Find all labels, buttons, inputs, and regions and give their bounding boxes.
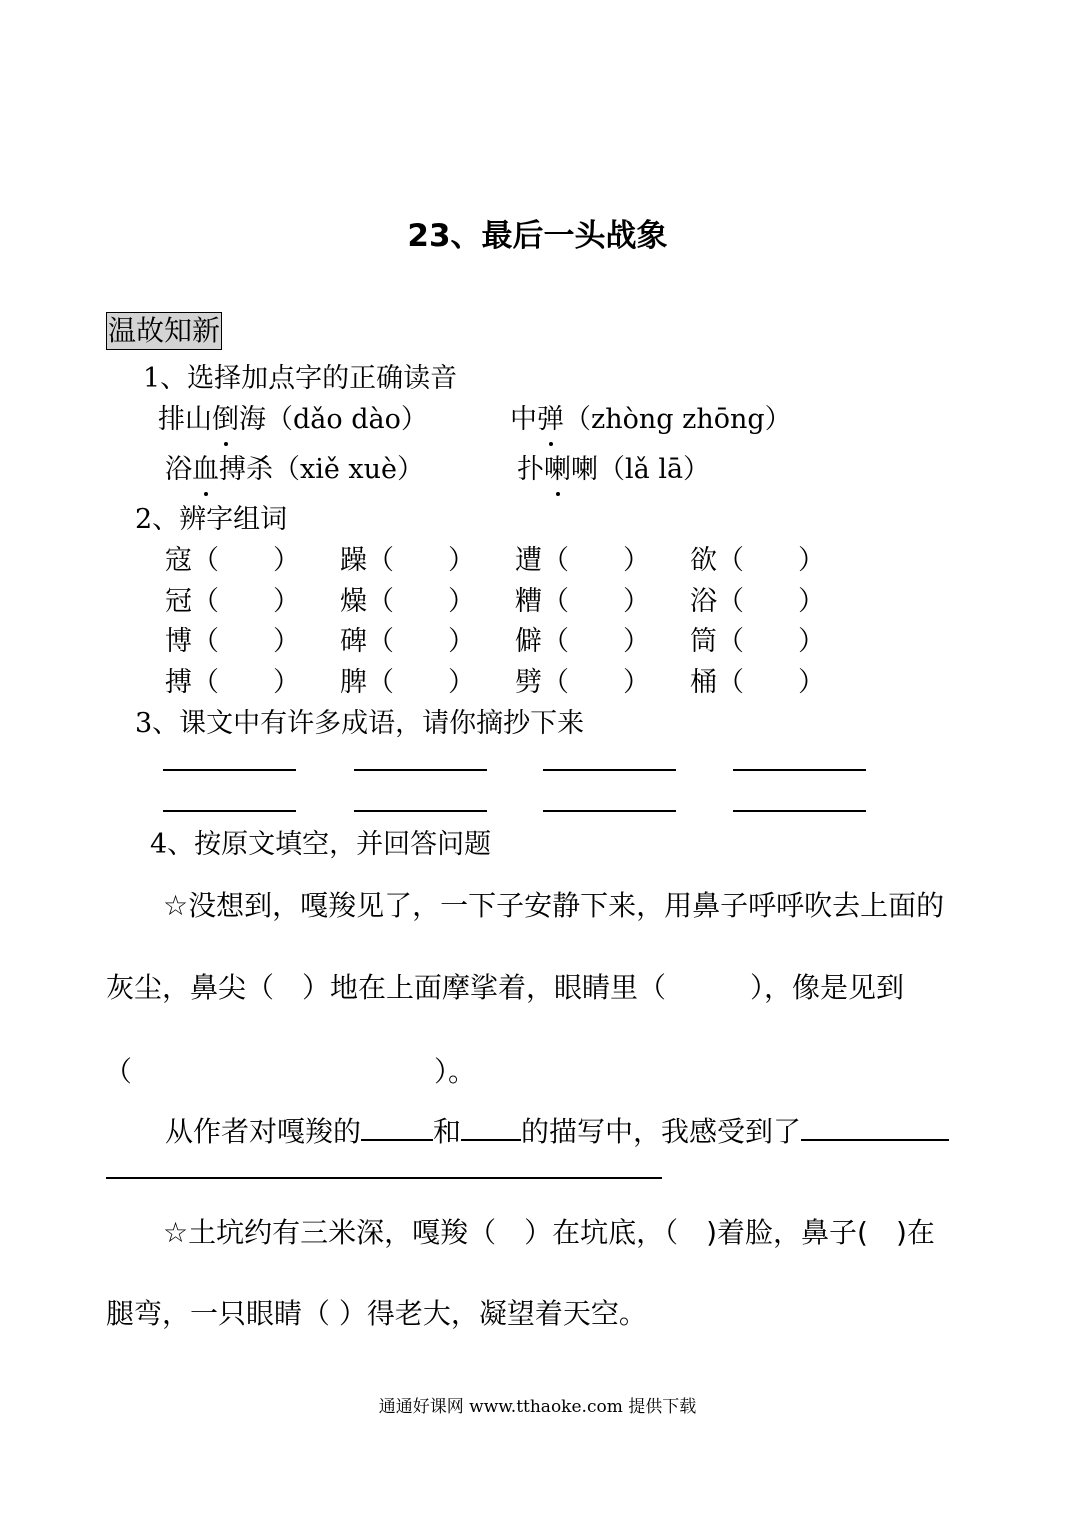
q1-item-3-post: 搏杀（xiě xuè）	[219, 454, 425, 485]
footer-credit: 通通好课网 www.tthaoke.com 提供下载	[378, 1397, 697, 1417]
question-4-heading: 4、按原文填空，并回答问题	[150, 829, 492, 860]
passage-1-line-2: 灰尘，鼻尖（ ）地在上面摩挲着，眼睛里（ ），像是见到	[106, 971, 905, 1004]
word-cell: 糟（ ）	[515, 586, 650, 617]
word-cell: 僻（ ）	[515, 626, 650, 657]
question-2-heading: 2、辨字组词	[135, 504, 288, 535]
q1-item-4-dotted: 喇	[544, 447, 571, 486]
q1-item-3-dotted: 血	[192, 447, 219, 486]
q1-item-1-post: 海（dǎo dào）	[239, 404, 428, 435]
q1-item-2	[510, 397, 792, 436]
word-cell: 燥（ ）	[340, 586, 475, 617]
word-cell: 脾（ ）	[340, 667, 475, 698]
passage-1-open-paren: （	[104, 1055, 133, 1088]
question-3-heading: 3、课文中有许多成语，请你摘抄下来	[135, 708, 585, 739]
passage-1-line-1: ☆没想到，嘎羧见了，一下子安静下来，用鼻子呼呼吹去上面的	[163, 889, 945, 922]
answer-line[interactable]	[163, 810, 296, 812]
word-cell: 浴（ ）	[690, 586, 825, 617]
passage-1-close-paren: ）。	[434, 1055, 477, 1088]
word-cell: 欲（ ）	[690, 545, 825, 576]
word-cell: 冠（ ）	[165, 586, 300, 617]
word-cell: 搏（ ）	[165, 667, 300, 698]
q1-item-2-dotted: 弹	[537, 397, 564, 436]
answer-line[interactable]	[543, 769, 676, 771]
answer-line[interactable]	[733, 769, 866, 771]
q1-item-2-post: （zhòng zhōng）	[564, 404, 792, 435]
q1-item-4-post: 喇（lǎ lā）	[571, 454, 711, 485]
word-cell: 博（ ）	[165, 626, 300, 657]
q1-item-3-pre: 浴	[165, 454, 192, 485]
passage-2-line-2: 腿弯，一只眼睛（ ）得老大，凝望着天空。	[106, 1297, 647, 1330]
word-cell: 碑（ ）	[340, 626, 475, 657]
q1-item-4-pre: 扑	[517, 454, 544, 485]
q1-item-2-pre: 中	[510, 404, 537, 435]
question-4-prompt	[165, 1110, 949, 1150]
question-1-heading: 1、选择加点字的正确读音	[143, 363, 458, 394]
prompt-text-c: 的描写中，我感受到了	[521, 1115, 802, 1148]
passage-2-line-1: ☆土坑约有三米深，嘎羧（ ）在坑底，（ )着脸，鼻子( )在	[163, 1216, 935, 1249]
answer-line[interactable]	[543, 810, 676, 812]
answer-line[interactable]	[163, 769, 296, 771]
section-label: 温故知新	[106, 312, 222, 350]
word-cell: 躁（ ）	[340, 545, 475, 576]
blank-1[interactable]	[361, 1115, 433, 1141]
word-cell: 桶（ ）	[690, 667, 825, 698]
q1-item-4	[517, 447, 710, 486]
q1-item-1-pre: 排山	[158, 404, 212, 435]
prompt-text-b: 和	[433, 1115, 462, 1148]
word-cell: 劈（ ）	[515, 667, 650, 698]
word-cell: 遭（ ）	[515, 545, 650, 576]
prompt-text-a: 从作者对嘎羧的	[165, 1115, 362, 1148]
q1-item-3	[165, 447, 424, 486]
answer-line[interactable]	[354, 810, 487, 812]
page-title: 23、最后一头战象	[407, 218, 668, 254]
blank-3[interactable]	[801, 1115, 949, 1141]
answer-line-long[interactable]	[106, 1177, 662, 1179]
word-cell: 筒（ ）	[690, 626, 825, 657]
word-cell: 寇（ ）	[165, 545, 300, 576]
q1-item-1	[158, 397, 428, 436]
answer-line[interactable]	[354, 769, 487, 771]
answer-line[interactable]	[733, 810, 866, 812]
blank-2[interactable]	[461, 1115, 521, 1141]
q1-item-1-dotted: 倒	[212, 397, 239, 436]
